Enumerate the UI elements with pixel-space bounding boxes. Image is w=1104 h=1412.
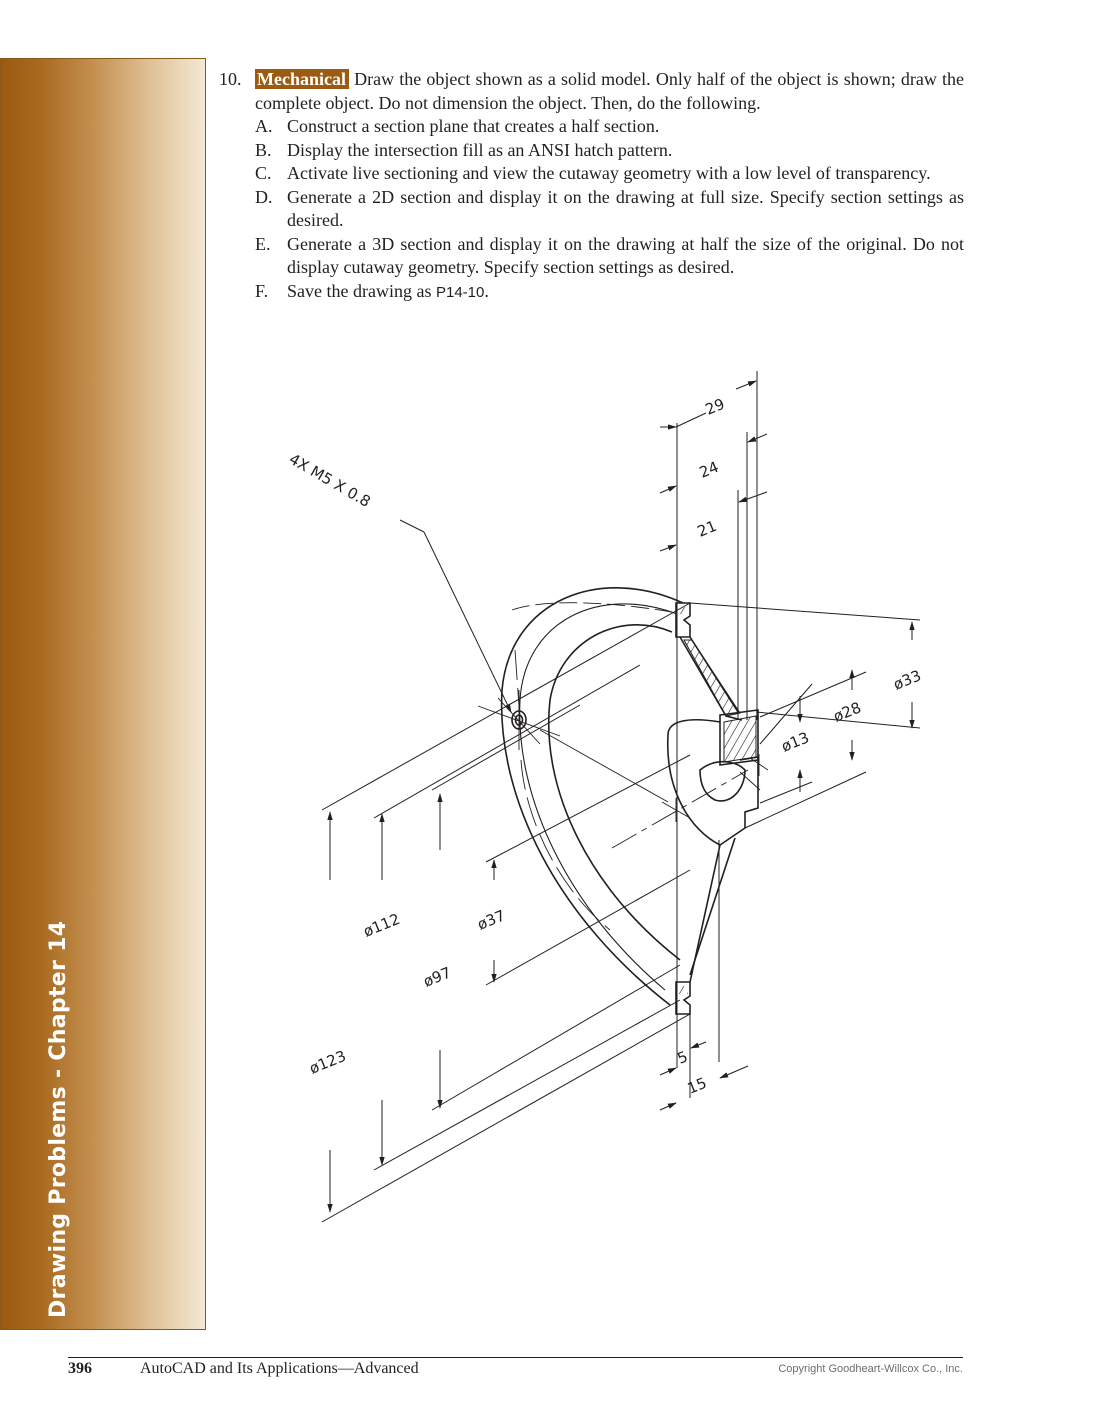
- center-lines: [478, 603, 768, 930]
- dim-15: 15: [684, 1073, 710, 1098]
- chapter-side-title: Drawing Problems - Chapter 14: [46, 920, 71, 1318]
- step-text: Construct a section plane that creates a half section.: [287, 116, 660, 136]
- step-letter: B.: [255, 139, 272, 160]
- step-letter: C.: [255, 163, 272, 183]
- dim-21: 21: [694, 516, 720, 541]
- dim-dia-123: ø123: [306, 1046, 349, 1078]
- step-letter: A.: [255, 116, 273, 136]
- step-text: Save the drawing as: [287, 280, 436, 301]
- dim-dia-97: ø97: [420, 963, 454, 991]
- dim-dia-112: ø112: [360, 909, 403, 941]
- step-text: Generate a 2D section and display it on the drawing at full size. Specify section settings as desired.: [287, 186, 964, 230]
- object-outline: [502, 588, 758, 1014]
- thread-note: 4X M5 X 0.8: [286, 449, 374, 511]
- dim-dia-28: ø28: [830, 698, 864, 726]
- step-text: Display the intersection fill as an ANSI hatch pattern.: [287, 139, 673, 160]
- footer-rule: [68, 1357, 963, 1358]
- dim-dia-33: ø33: [890, 666, 924, 694]
- dimension-lines: [322, 371, 920, 1222]
- category-tag: Mechanical: [255, 69, 349, 89]
- intro-text: Draw the object shown as a solid model. Only half of the object is shown; draw the complete object. Do not dimension the object. Then, do the following.: [255, 69, 964, 113]
- step-letter: E.: [255, 233, 271, 254]
- copyright-notice: Copyright Goodheart-Willcox Co., Inc.: [778, 1363, 963, 1375]
- page-number: 396: [68, 1360, 92, 1377]
- step-text-end: .: [484, 280, 489, 301]
- dim-5: 5: [674, 1047, 691, 1068]
- problem-number: 10.: [219, 69, 242, 89]
- step-letter: F.: [255, 280, 269, 301]
- dimension-labels: [286, 395, 924, 1098]
- book-title: AutoCAD and Its Applications—Advanced: [140, 1360, 419, 1377]
- dim-24: 24: [696, 457, 722, 482]
- drawing-filename: P14-10: [435, 283, 485, 301]
- dim-dia-13: ø13: [778, 728, 812, 756]
- step-text: Activate live sectioning and view the cutaway geometry with a low level of transparency.: [287, 163, 931, 183]
- step-letter: D.: [255, 186, 273, 207]
- dim-29: 29: [702, 394, 728, 419]
- step-text: Generate a 3D section and display it on the drawing at half the size of the original. Do not display cutaway geometry. Specify section settings as desired.: [287, 233, 964, 277]
- dim-dia-37: ø37: [474, 906, 508, 934]
